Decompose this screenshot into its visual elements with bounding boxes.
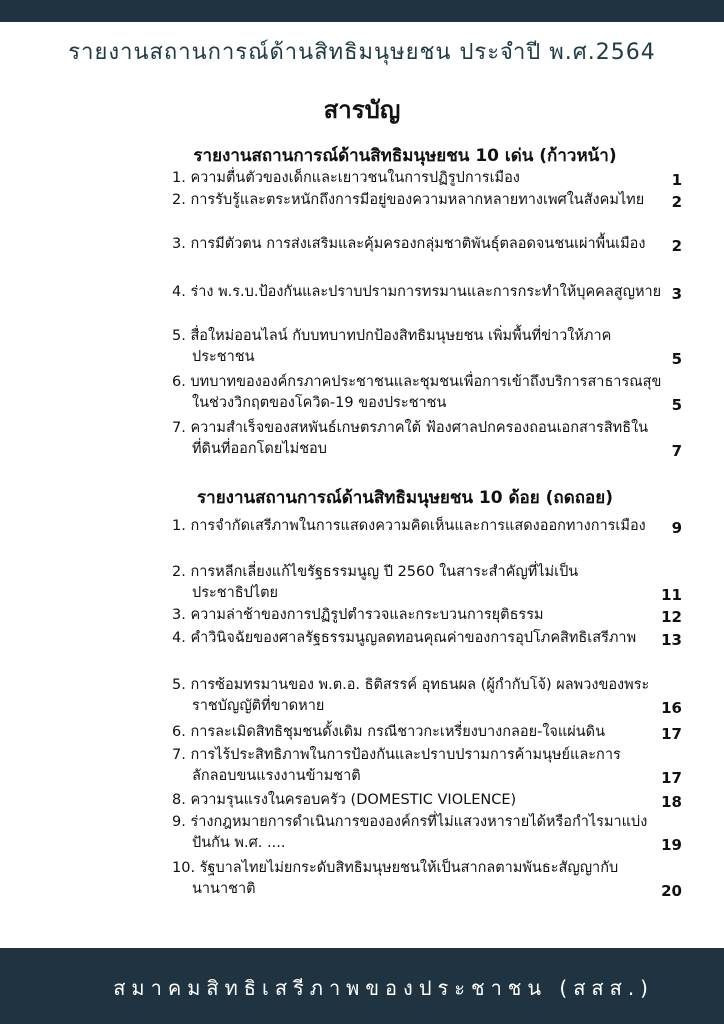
toc-entry[interactable] — [172, 745, 682, 787]
toc-entry[interactable] — [172, 722, 682, 743]
toc-entry-page: 11 — [661, 586, 682, 604]
toc-entry-page: 7 — [671, 442, 682, 460]
toc-entry[interactable] — [172, 372, 682, 414]
toc-entry[interactable] — [172, 858, 682, 900]
toc-entry-page: 9 — [671, 519, 682, 537]
toc-entry[interactable] — [172, 234, 682, 255]
toc-entry[interactable] — [172, 628, 682, 649]
toc-entry-label: 3. ความล่าช้าของการปฏิรูปตำรวจและกระบวนการยุติธรรม — [172, 607, 544, 623]
toc-entry[interactable] — [172, 675, 682, 717]
toc-entry[interactable] — [172, 418, 682, 460]
toc-entry-label: 7. ความสำเร็จของสหพันธ์เกษตรภาคใต้ ฟ้องศาลปกครองถอนเอกสารสิทธิในที่ดินที่ออกโดยไม่ชอบ — [172, 420, 649, 457]
toc-entry-label: 10. รัฐบาลไทยไม่ยกระดับสิทธิมนุษยชนให้เป็นสากลตามพันธะสัญญากับนานาชาติ — [172, 860, 619, 897]
toc-entry-label: 6. การละเมิดสิทธิชุมชนดั้งเดิม กรณีชาวกะเหรี่ยงบางกลอย-ใจแผ่นดิน — [172, 724, 605, 740]
toc-entry[interactable] — [172, 562, 682, 604]
toc-entry-page: 17 — [661, 769, 682, 787]
footer-banner — [0, 948, 724, 1024]
organization-name: สมาคมสิทธิเสรีภาพของประชาชน (สสส.) — [113, 976, 654, 1000]
toc-entry-page: 5 — [671, 350, 682, 368]
toc-entry[interactable] — [172, 190, 682, 211]
toc-entry-page: 13 — [661, 631, 682, 649]
section-heading-progress: รายงานสถานการณ์ด้านสิทธิมนุษยชน 10 เด่น (ก้าวหน้า) — [193, 146, 617, 166]
toc-entry-label: 1. ความตื่นตัวของเด็กและเยาวชนในการปฏิรูปการเมือง — [172, 170, 520, 186]
toc-entry[interactable] — [172, 605, 682, 626]
toc-entry[interactable] — [172, 168, 682, 189]
section-heading-regression: รายงานสถานการณ์ด้านสิทธิมนุษยชน 10 ด้อย (ถดถอย) — [197, 488, 613, 508]
toc-entry-page: 5 — [671, 396, 682, 414]
toc-entry-label: 7. การไร้ประสิทธิภาพในการป้องกันและปราบปรามการค้ามนุษย์และการลักลอบขนแรงงานข้ามชาติ — [172, 747, 621, 784]
toc-entry-page: 20 — [661, 882, 682, 900]
toc-entry-label: 4. คำวินิจฉัยของศาลรัฐธรรมนูญลดทอนคุณค่าของการอุปโภคสิทธิเสรีภาพ — [172, 630, 637, 646]
toc-entry-label: 8. ความรุนแรงในครอบครัว (DOMESTIC VIOLENCE) — [172, 792, 517, 808]
toc-entry-page: 19 — [661, 836, 682, 854]
toc-entry-page: 2 — [671, 193, 682, 211]
toc-entry-label: 3. การมีตัวตน การส่งเสริมและคุ้มครองกลุ่มชาติพันธุ์ตลอดจนชนเผ่าพื้นเมือง — [172, 236, 646, 252]
toc-entry-label: 5. การซ้อมทรมานของ พ.ต.อ. ธิติสรรค์ อุทธนผล (ผู้กำกับโจ้) ผลพวงของพระราชบัญญัติที่ขาดหาย — [172, 677, 650, 714]
toc-entry-label: 9. ร่างกฎหมายการดำเนินการขององค์กรที่ไม่แสวงหารายได้หรือกำไรมาแบ่งปันกัน พ.ศ. .... — [172, 814, 648, 851]
toc-entry-page: 12 — [661, 608, 682, 626]
toc-entry-page: 18 — [661, 793, 682, 811]
toc-entry-page: 3 — [671, 285, 682, 303]
toc-entry-page: 1 — [671, 171, 682, 189]
toc-entry-page: 17 — [661, 725, 682, 743]
top-banner — [0, 0, 724, 22]
toc-entry[interactable] — [172, 812, 682, 854]
toc-entry[interactable] — [172, 790, 682, 811]
toc-entry-page: 2 — [671, 237, 682, 255]
toc-title: สารบัญ — [323, 96, 401, 124]
report-title: รายงานสถานการณ์ด้านสิทธิมนุษยชน ประจำปี พ.ศ.2564 — [68, 40, 656, 65]
toc-entry-label: 1. การจำกัดเสรีภาพในการแสดงความคิดเห็นและการแสดงออกทางการเมือง — [172, 518, 646, 534]
toc-entry-label: 4. ร่าง พ.ร.บ.ป้องกันและปราบปรามการทรมานและการกระทำให้บุคคลสูญหาย — [172, 284, 662, 300]
toc-entry-label: 5. สื่อใหม่ออนไลน์ กับบทบาทปกป้องสิทธิมนุษยชน เพิ่มพื้นที่ข่าวให้ภาคประชาชน — [172, 328, 612, 365]
toc-entry-label: 2. การหลีกเลี่ยงแก้ไขรัฐธรรมนูญ ปี 2560 ในสาระสำคัญที่ไม่เป็นประชาธิปไตย — [172, 564, 579, 601]
toc-entry-label: 6. บทบาทขององค์กรภาคประชาชนและชุมชนเพื่อการเข้าถึงบริการสาธารณสุขในช่วงวิกฤตของโควิด-19 ของประชาชน — [172, 374, 662, 411]
toc-entry[interactable] — [172, 282, 682, 303]
toc-entry[interactable] — [172, 516, 682, 537]
toc-entry-page: 16 — [661, 699, 682, 717]
toc-entry-label: 2. การรับรู้และตระหนักถึงการมีอยู่ของความหลากหลายทางเพศในสังคมไทย — [172, 192, 645, 208]
toc-entry[interactable] — [172, 326, 682, 368]
